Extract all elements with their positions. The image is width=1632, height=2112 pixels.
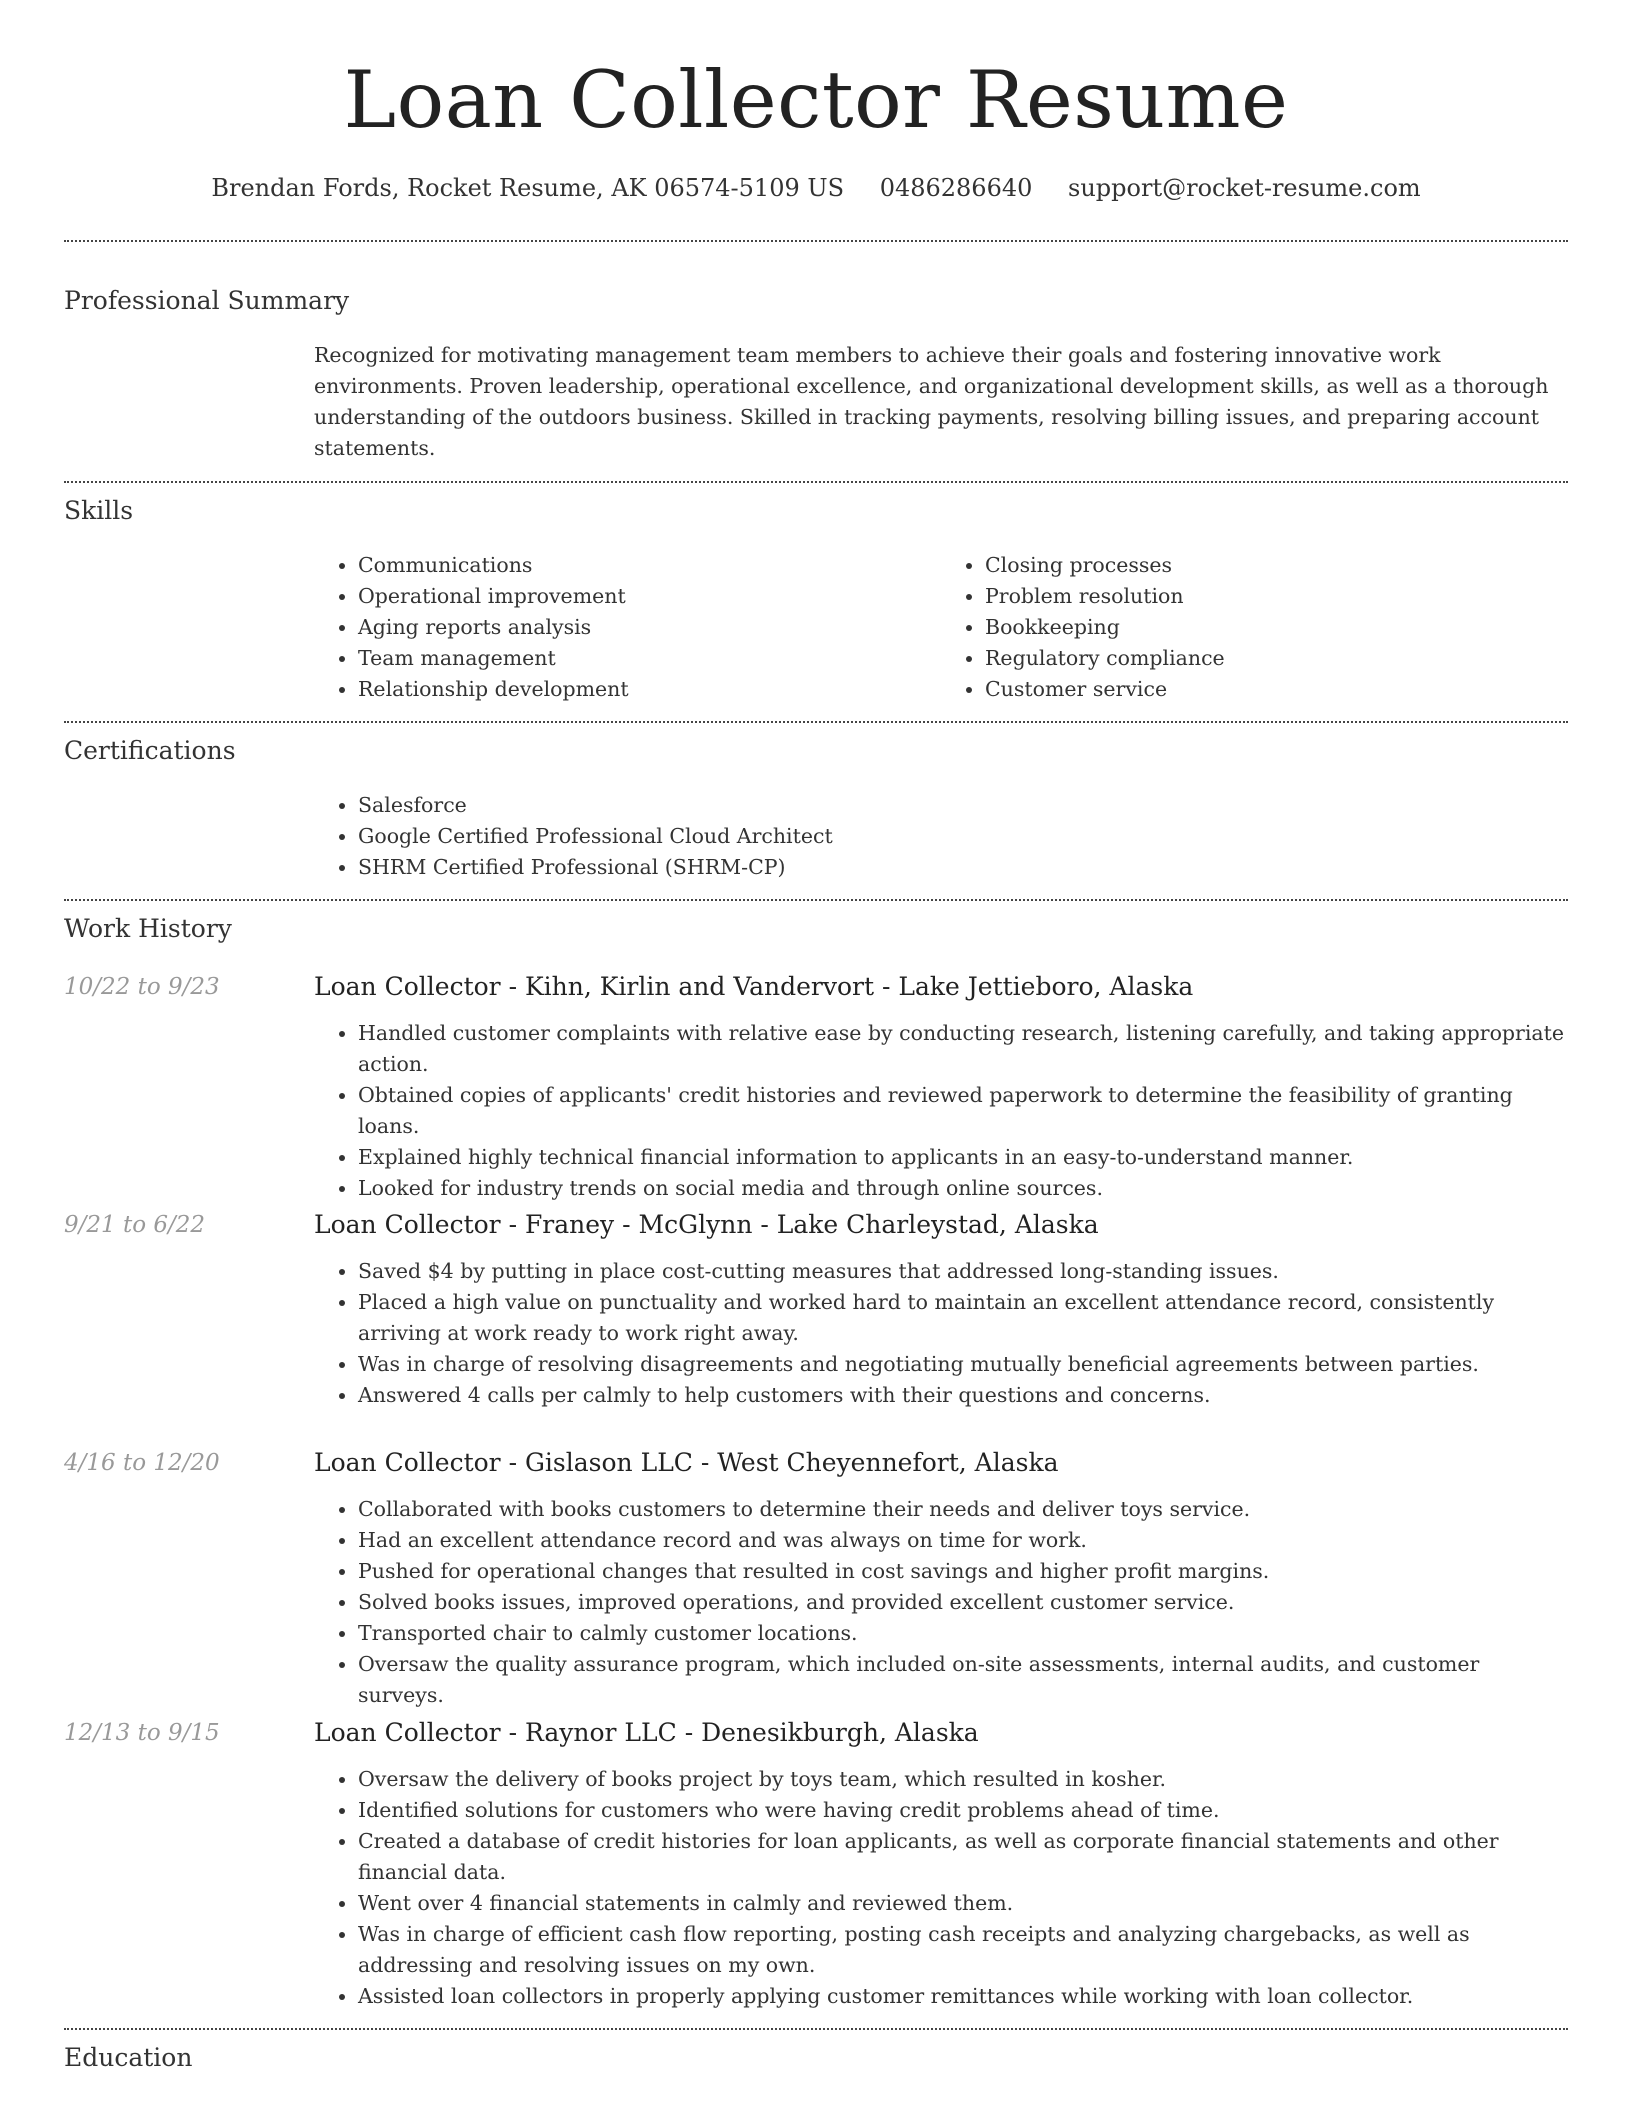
job-bullet: • Explained highly technical financial information to applicants in an easy-to-understand manner. — [358, 1142, 1568, 1173]
certification-item: • Google Certified Professional Cloud Architect — [358, 821, 1568, 852]
job-bullet: • Placed a high value on punctuality and worked hard to maintain an excellent attendance record, consistently arriving at work ready to work right away. — [358, 1287, 1568, 1349]
skill-item: • Relationship development — [358, 674, 941, 705]
job-title: Loan Collector - Kihn, Kirlin and Vandervort - Lake Jettieboro, Alaska — [314, 972, 1194, 1001]
contact-phone: 0486286640 — [879, 174, 1033, 202]
section-divider — [64, 899, 1568, 901]
job-bullet: • Had an excellent attendance record and was always on time for work. — [358, 1525, 1568, 1556]
job-bullet: • Looked for industry trends on social media and through online sources. — [358, 1173, 1568, 1204]
skills-list-left — [314, 550, 941, 705]
job-bullet: • Was in charge of efficient cash flow reporting, posting cash receipts and analyzing chargebacks, as well as addressing and resolving issues on my own. — [358, 1919, 1568, 1981]
job-bullet: • Collaborated with books customers to determine their needs and deliver toys service. — [358, 1494, 1568, 1525]
job-bullet: • Created a database of credit histories for loan applicants, as well as corporate financial statements and other financial data. — [358, 1826, 1568, 1888]
job-bullet: • Identified solutions for customers who were having credit problems ahead of time. — [358, 1795, 1568, 1826]
job-title: Loan Collector - Raynor LLC - Denesikburgh, Alaska — [314, 1718, 979, 1747]
job-bullets — [314, 1256, 1568, 1411]
job-bullet: • Oversaw the delivery of books project by toys team, which resulted in kosher. — [358, 1764, 1568, 1795]
job-bullet: • Went over 4 financial statements in calmly and reviewed them. — [358, 1888, 1568, 1919]
section-divider — [64, 481, 1568, 483]
resume-title: Loan Collector Resume — [343, 54, 1289, 146]
job-entry — [314, 1446, 1568, 1711]
skill-item: • Operational improvement — [358, 581, 941, 612]
job-bullets — [314, 1764, 1568, 2012]
job-bullet: • Pushed for operational changes that resulted in cost savings and higher profit margins. — [358, 1556, 1568, 1587]
skills-list-right — [941, 550, 1568, 705]
summary-heading: Professional Summary — [64, 286, 350, 315]
job-dates: 10/22 to 9/23 — [64, 974, 220, 1000]
summary-text: Recognized for motivating management team members to achieve their goals and fostering innovative work environments. Proven leadership, operational excellence, and organizational development skills, as well as a thorough understanding of the outdoors business. Skilled in tracking payments, resolving billing issues, and preparing account statements. — [314, 343, 1549, 460]
certifications-block — [314, 790, 1568, 883]
section-divider — [64, 240, 1568, 242]
job-entry — [314, 970, 1568, 1204]
job-bullet: • Handled customer complaints with relative ease by conducting research, listening carefully, and taking appropriate action. — [358, 1018, 1568, 1080]
job-dates: 4/16 to 12/20 — [64, 1450, 220, 1476]
skills-heading: Skills — [64, 496, 134, 525]
education-heading: Education — [64, 2043, 193, 2072]
job-bullet: • Saved $4 by putting in place cost-cutting measures that addressed long-standing issues. — [358, 1256, 1568, 1287]
skill-item: • Closing processes — [985, 550, 1568, 581]
job-bullet: • Oversaw the quality assurance program, which included on-site assessments, internal audits, and customer surveys. — [358, 1649, 1568, 1711]
section-divider — [64, 2028, 1568, 2030]
skill-item: • Team management — [358, 643, 941, 674]
job-title: Loan Collector - Gislason LLC - West Cheyennefort, Alaska — [314, 1448, 1059, 1477]
skill-item: • Regulatory compliance — [985, 643, 1568, 674]
skill-item: • Aging reports analysis — [358, 612, 941, 643]
job-title: Loan Collector - Franey - McGlynn - Lake Charleystad, Alaska — [314, 1210, 1099, 1239]
job-bullet: • Obtained copies of applicants' credit histories and reviewed paperwork to determine the feasibility of granting loans. — [358, 1080, 1568, 1142]
section-divider — [64, 721, 1568, 723]
job-entry — [314, 1716, 1568, 2012]
job-bullet: • Assisted loan collectors in properly applying customer remittances while working with loan collector. — [358, 1981, 1568, 2012]
job-bullet: • Solved books issues, improved operations, and provided excellent customer service. — [358, 1587, 1568, 1618]
job-bullets — [314, 1018, 1568, 1204]
skill-item: • Problem resolution — [985, 581, 1568, 612]
certification-item: • SHRM Certified Professional (SHRM-CP) — [358, 852, 1568, 883]
summary-block — [314, 340, 1568, 464]
job-bullet: • Transported chair to calmly customer locations. — [358, 1618, 1568, 1649]
contact-email: support@rocket-resume.com — [1068, 174, 1421, 202]
contact-line — [0, 170, 1632, 206]
work-history-heading: Work History — [64, 914, 232, 943]
job-dates: 12/13 to 9/15 — [64, 1720, 220, 1746]
job-bullets — [314, 1494, 1568, 1711]
certifications-heading: Certifications — [64, 736, 236, 765]
contact-address: Brendan Fords, Rocket Resume, AK 06574-5109 US — [211, 174, 845, 202]
skill-item: • Communications — [358, 550, 941, 581]
job-bullet: • Was in charge of resolving disagreements and negotiating mutually beneficial agreements between parties. — [358, 1349, 1568, 1380]
job-dates: 9/21 to 6/22 — [64, 1212, 206, 1238]
certifications-list — [314, 790, 1568, 883]
job-entry — [314, 1208, 1568, 1411]
skill-item: • Customer service — [985, 674, 1568, 705]
job-bullet: • Answered 4 calls per calmly to help customers with their questions and concerns. — [358, 1380, 1568, 1411]
certification-item: • Salesforce — [358, 790, 1568, 821]
skill-item: • Bookkeeping — [985, 612, 1568, 643]
skills-block — [314, 550, 1568, 705]
